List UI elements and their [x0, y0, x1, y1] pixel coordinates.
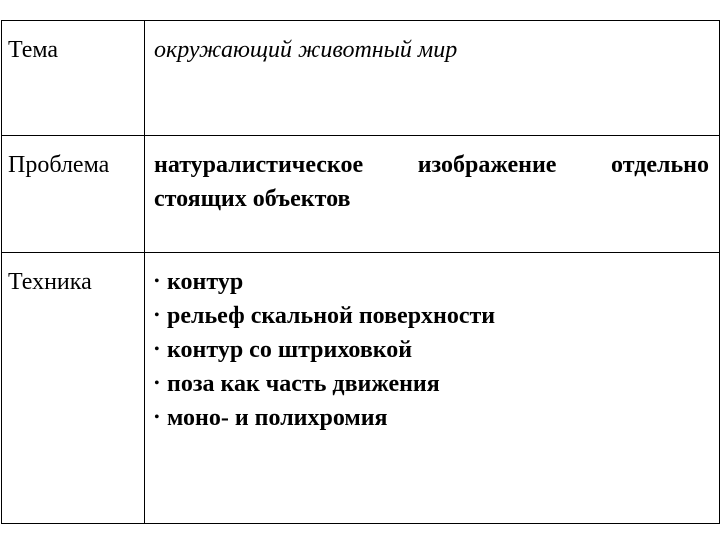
technique-list-item — [154, 265, 709, 299]
technique-list-item — [154, 333, 709, 367]
problem-value: натуралистическое изображение отдельно стоящих объектов — [154, 152, 709, 212]
technique-list — [154, 265, 709, 435]
technique-item-text: контур со штриховкой — [167, 337, 413, 363]
row-value-cell — [145, 21, 720, 136]
technique-item-text: моно- и полихромия — [167, 405, 388, 431]
technique-item-text: рельеф скальной поверхности — [167, 303, 496, 329]
technique-item-text: контур — [167, 269, 244, 295]
topic-label: Тема — [8, 37, 59, 63]
row-value-cell — [145, 136, 720, 253]
bullet-icon: • — [154, 307, 160, 324]
row-label-cell — [2, 136, 145, 253]
bullet-icon: • — [154, 375, 160, 392]
problem-label: Проблема — [8, 152, 110, 178]
technique-label: Техника — [8, 269, 92, 295]
table-row-technique — [2, 253, 720, 524]
table-row-problem — [2, 136, 720, 253]
technique-list-item — [154, 299, 709, 333]
table-row-topic — [2, 21, 720, 136]
topic-value: окружающий животный мир — [154, 37, 458, 63]
row-label-cell — [2, 21, 145, 136]
document-table — [1, 20, 720, 524]
bullet-icon: • — [154, 273, 160, 290]
technique-list-item — [154, 401, 709, 435]
bullet-icon: • — [154, 341, 160, 358]
technique-list-item — [154, 367, 709, 401]
bullet-icon: • — [154, 409, 160, 426]
technique-item-text: поза как часть движения — [167, 371, 440, 397]
row-value-cell — [145, 253, 720, 524]
row-label-cell — [2, 253, 145, 524]
